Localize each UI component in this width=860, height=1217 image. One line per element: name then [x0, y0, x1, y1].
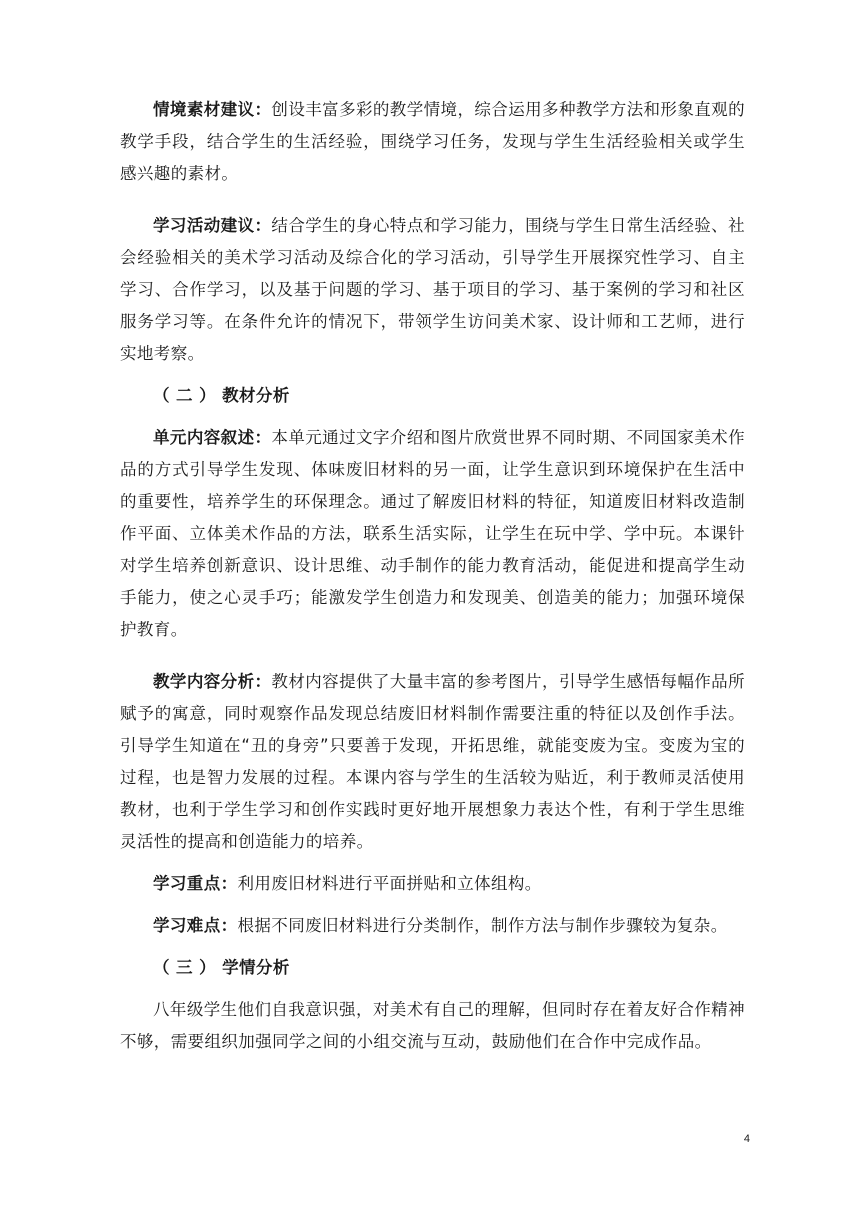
unit-content-lead: 单元内容叙述： — [153, 428, 272, 447]
situation-suggestion-paragraph — [120, 94, 745, 190]
teaching-content-lead: 教学内容分析： — [153, 672, 272, 691]
difficulty-lead: 学习难点： — [153, 916, 238, 935]
situation-suggestion-lead: 情境素材建议： — [153, 100, 272, 119]
teaching-content-text: 教材内容提供了大量丰富的参考图片，引导学生感悟每幅作品所赋予的寓意，同时观察作品发现总结废旧材料制作需要注重的特征以及创作手法。引导学生知道在“丑的身旁”只要善于发现，开拓思维，就能变废为宝。变废为宝的过程，也是智力发展的过程。本课内容与学生的生活较为贴近，利于教师灵活使用教材，也利于学生学习和创作实践时更好地开展想象力表达个性，有利于学生思维灵活性的提高和创造能力的培养。 — [120, 672, 745, 851]
teaching-content-paragraph — [120, 666, 745, 858]
difficulty-text: 根据不同废旧材料进行分类制作，制作方法与制作步骤较为复杂。 — [237, 916, 728, 935]
activity-suggestion-paragraph — [120, 210, 745, 370]
section-heading-textbook-analysis: （ 二 ） 教材分析 — [153, 386, 290, 405]
key-point-lead: 学习重点： — [153, 874, 238, 893]
situation-suggestion-text: 创设丰富多彩的教学情境，综合运用多种教学方法和形象直观的教学手段，结合学生的生活经验，围绕学习任务，发现与学生生活经验相关或学生感兴趣的素材。 — [120, 100, 745, 183]
activity-suggestion-lead: 学习活动建议： — [153, 216, 272, 235]
unit-content-paragraph — [120, 422, 745, 646]
key-point-text: 利用废旧材料进行平面拼贴和立体组构。 — [237, 874, 542, 893]
activity-suggestion-text: 结合学生的身心特点和学习能力，围绕与学生日常生活经验、社会经验相关的美术学习活动及综合化的学习活动，引导学生开展探究性学习、自主学习、合作学习，以及基于问题的学习、基于项目的学习、基于案例的学习和社区服务学习等。在条件允许的情况下，带领学生访问美术家、设计师和工艺师，进行实地考察。 — [120, 216, 745, 363]
unit-content-text: 本单元通过文字介绍和图片欣赏世界不同时期、不同国家美术作品的方式引导学生发现、体味废旧材料的另一面，让学生意识到环境保护在生活中的重要性，培养学生的环保理念。通过了解废旧材料的特征，知道废旧材料改造制作平面、立体美术作品的方法，联系生活实际，让学生在玩中学、学中玩。本课针对学生培养创新意识、设计思维、动手制作的能力教育活动，能促进和提高学生动手能力，使之心灵手巧；能激发学生创造力和发现美、创造美的能力；加强环境保护教育。 — [120, 428, 745, 639]
section-heading-learner-analysis: （ 三 ） 学情分析 — [153, 958, 290, 977]
difficulty-paragraph — [120, 910, 745, 942]
document-body — [120, 94, 745, 1058]
key-point-paragraph — [120, 868, 745, 900]
learner-analysis-paragraph: 八年级学生他们自我意识强，对美术有自己的理解，但同时存在着友好合作精神不够，需要组织加强同学之间的小组交流与互动，鼓励他们在合作中完成作品。 — [120, 1000, 745, 1051]
page-number: 4 — [743, 1133, 750, 1145]
